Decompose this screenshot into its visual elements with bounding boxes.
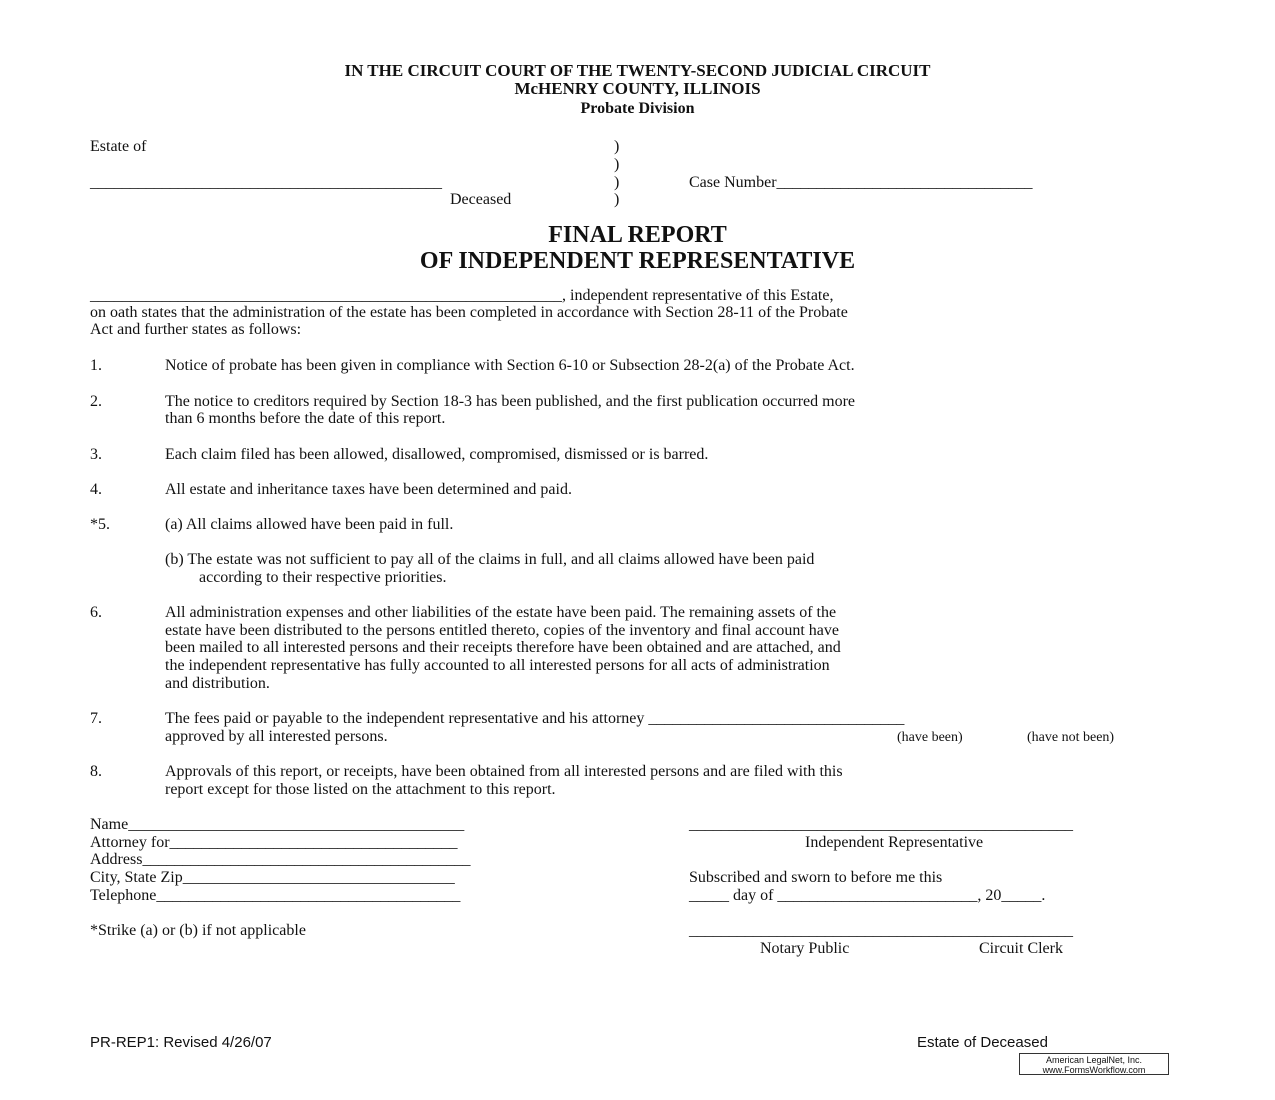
item-6-line-2: estate have been distributed to the persons entitled thereto, copies of the inventory and final account have: [165, 622, 839, 639]
item-8-line-2: report except for those listed on the attachment to this report.: [165, 781, 556, 798]
item-1-text: Notice of probate has been given in compliance with Section 6-10 or Subsection 28-2(a) of the Probate Act.: [165, 357, 855, 374]
estate-of-label: Estate of: [90, 138, 147, 155]
item-5a-text: (a) All claims allowed have been paid in full.: [165, 516, 454, 533]
circuit-clerk-label: Circuit Clerk: [979, 940, 1063, 957]
notary-signature-line[interactable]: ________________________________________________: [689, 922, 1073, 939]
caption-paren: ): [614, 191, 620, 208]
independent-rep-label: Independent Representative: [805, 834, 984, 851]
independent-rep-signature-line[interactable]: ________________________________________________: [689, 816, 1073, 833]
telephone-field[interactable]: Telephone______________________________________: [90, 887, 461, 904]
item-number: 3.: [90, 446, 102, 463]
item-number: *5.: [90, 516, 110, 533]
item-4-text: All estate and inheritance taxes have been determined and paid.: [165, 481, 572, 498]
intro-line-1: ___________________________________________________________, independent representative of this Estate,: [90, 287, 834, 304]
division-name: Probate Division: [580, 100, 695, 117]
form-id: PR-REP1: Revised 4/26/07: [90, 1034, 272, 1051]
day-of-field[interactable]: _____ day of _________________________, 20_____.: [689, 887, 1046, 904]
item-6-line-5: and distribution.: [165, 675, 270, 692]
item-number: 7.: [90, 710, 102, 727]
publisher-name: American LegalNet, Inc.: [1045, 1055, 1143, 1065]
document-subtitle: OF INDEPENDENT REPRESENTATIVE: [419, 248, 856, 274]
attorney-name-field[interactable]: Name__________________________________________: [90, 816, 465, 833]
have-been-option: (have been): [897, 730, 963, 745]
footer-estate-label: Estate of Deceased: [917, 1034, 1048, 1051]
caption-paren: ): [614, 174, 620, 191]
item-number: 2.: [90, 393, 102, 410]
county-name: McHENRY COUNTY, ILLINOIS: [514, 79, 761, 98]
item-number: 6.: [90, 604, 102, 621]
item-6-line-4: the independent representative has fully accounted to all interested persons for all acts of administration: [165, 657, 830, 674]
publisher-url[interactable]: www.FormsWorkflow.com: [1042, 1065, 1146, 1075]
item-2-line-1: The notice to creditors required by Section 18-3 has been published, and the first publication occurred more: [165, 393, 856, 410]
item-number: 4.: [90, 481, 102, 498]
notary-public-label: Notary Public: [760, 940, 850, 957]
strike-note: *Strike (a) or (b) if not applicable: [90, 922, 306, 939]
caption-paren: ): [614, 138, 620, 155]
attorney-for-field[interactable]: Attorney for____________________________________: [90, 834, 458, 851]
document-title: FINAL REPORT: [548, 222, 727, 248]
case-number-field[interactable]: Case Number________________________________: [689, 174, 1033, 191]
address-field[interactable]: Address_________________________________________: [90, 851, 471, 868]
publisher-stamp: [1019, 1053, 1169, 1075]
item-7-line-2: approved by all interested persons.: [165, 728, 388, 745]
item-6-line-3: been mailed to all interested persons and their receipts therefore have been obtained and are attached, and: [165, 639, 841, 656]
item-7-line-1: The fees paid or payable to the independent representative and his attorney ________________________________: [165, 710, 905, 727]
estate-name-line[interactable]: ____________________________________________: [90, 174, 442, 191]
item-8-line-1: Approvals of this report, or receipts, have been obtained from all interested persons and are filed with this: [165, 763, 843, 780]
subscribed-text: Subscribed and sworn to before me this: [689, 869, 943, 886]
item-5b-line-2: according to their respective priorities.: [199, 569, 447, 586]
court-name: IN THE CIRCUIT COURT OF THE TWENTY-SECOND JUDICIAL CIRCUIT: [344, 61, 931, 80]
deceased-label: Deceased: [450, 191, 512, 208]
item-2-line-2: than 6 months before the date of this report.: [165, 410, 446, 427]
intro-line-3: Act and further states as follows:: [90, 321, 302, 338]
intro-line-2: on oath states that the administration of the estate has been completed in accordance with Section 28-11 of the Probate: [90, 304, 848, 321]
item-number: 8.: [90, 763, 102, 780]
caption-paren: ): [614, 156, 620, 173]
have-not-been-option: (have not been): [1027, 730, 1115, 745]
city-state-zip-field[interactable]: City, State Zip__________________________________: [90, 869, 455, 886]
item-number: 1.: [90, 357, 102, 374]
item-3-text: Each claim filed has been allowed, disallowed, compromised, dismissed or is barred.: [165, 446, 709, 463]
item-5b-line-1: (b) The estate was not sufficient to pay all of the claims in full, and all claims allowed have been paid: [165, 551, 815, 568]
item-6-line-1: All administration expenses and other liabilities of the estate have been paid. The remaining assets of the: [165, 604, 837, 621]
